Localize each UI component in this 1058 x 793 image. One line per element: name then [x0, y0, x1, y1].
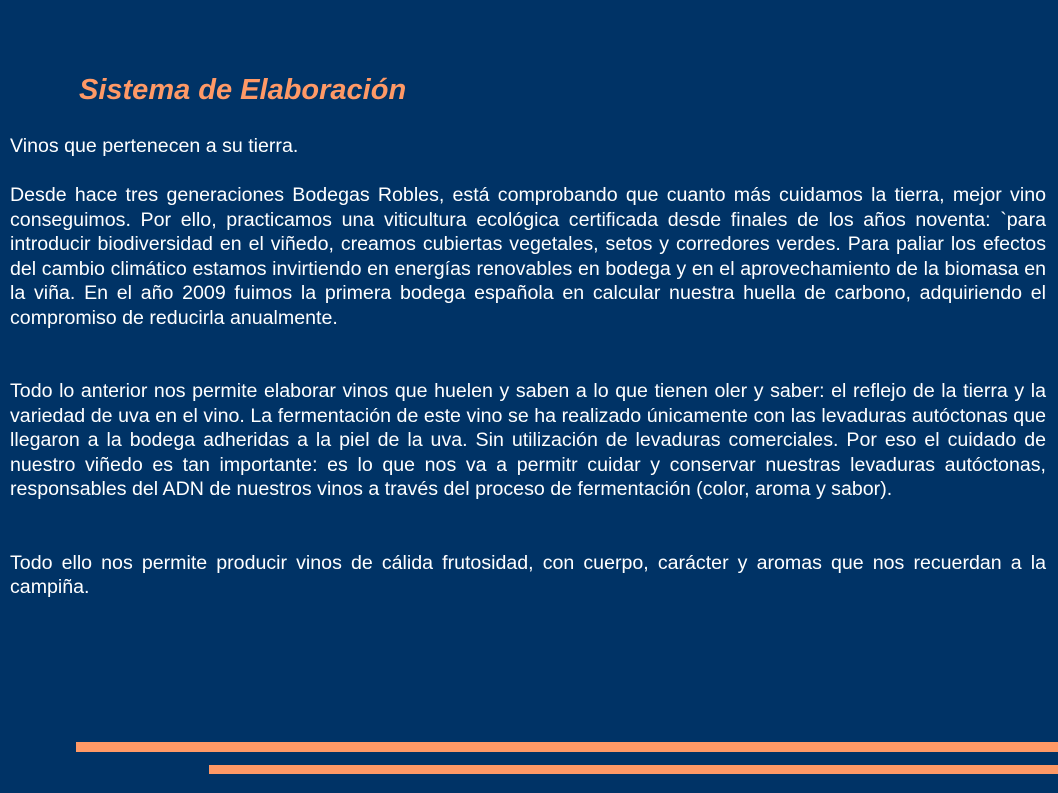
paragraph-viticulture: Desde hace tres generaciones Bodegas Robles, está comprobando que cuanto más cuidamos la tierra, mejor vino conseguimos. Por ello, practicamos una viticultura ecológica certificada desde finales de los años noventa: `para introducir biodiversidad en el viñedo, creamos cubiertas vegetales, setos y corredores verdes. Para paliar los efectos del cambio climático estamos invirtiendo en energías renovables en bodega y en el aprovechamiento de la biomasa en la viña. En el año 2009 fuimos la primera bodega española en calcular nuestra huella de carbono, adquiriendo el compromiso de reducirla anualmente. [10, 184, 1046, 329]
paragraph-fermentation: Todo lo anterior nos permite elaborar vinos que huelen y saben a lo que tienen oler y saber: el reflejo de la tierra y la variedad de uva en el vino. La fermentación de este vino se ha realizado únicamente con las levaduras autóctonas que llegaron a la bodega adheridas a la piel de la uva. Sin utilización de levaduras comerciales. Por eso el cuidado de nuestro viñedo es tan importante: es lo que nos va a permitr cuidar y conservar nuestras levaduras autóctonas, responsables del ADN de nuestros vinos a través del proceso de fermentación (color, aroma y sabor). [10, 380, 1046, 500]
paragraph-spacer [10, 502, 1046, 551]
slide-body [10, 134, 1046, 600]
decorative-bar-bottom [209, 765, 1058, 774]
decorative-bar-top [76, 742, 1058, 752]
paragraph-spacer [10, 330, 1046, 379]
paragraph-intro: Vinos que pertenecen a su tierra. [10, 135, 299, 157]
paragraph-conclusion: Todo ello nos permite producir vinos de cálida frutosidad, con cuerpo, carácter y aromas que nos recuerdan a la campiña. [10, 551, 1046, 598]
paragraph-spacer [10, 159, 1046, 184]
slide-title: Sistema de Elaboración [79, 74, 407, 106]
